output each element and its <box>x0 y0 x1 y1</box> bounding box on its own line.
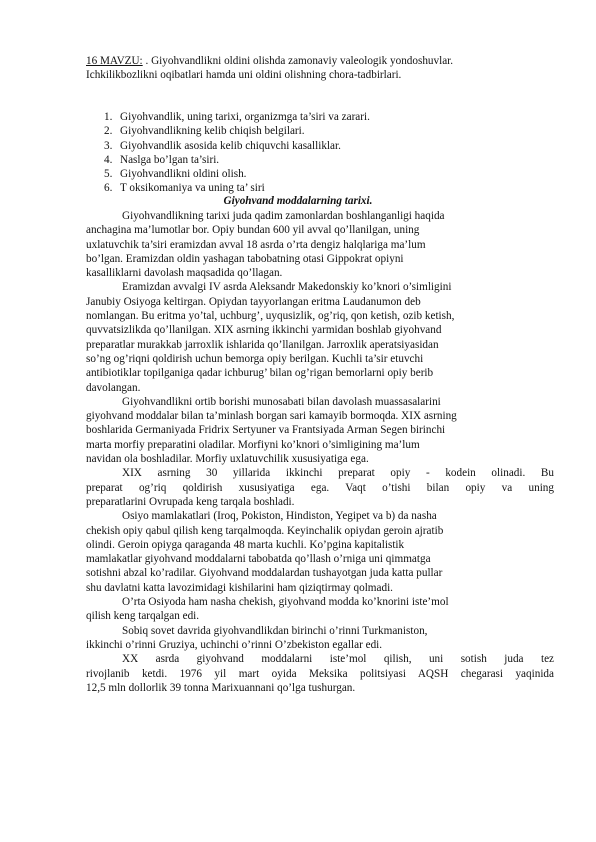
text-line: Giyohvandlikni ortib borishi munosabati bilan davolash muassasalarini <box>122 395 441 408</box>
topic-label: 16 MAVZU: <box>86 55 143 67</box>
list-item-number: 2. <box>104 125 113 138</box>
text-line: navidan ola boshladilar. Morfiy uxlatuvchilik xususiyatiga ega. <box>86 453 369 466</box>
text-line: olindi. Geroin opiyga qaraganda 48 marta kuchli. Ko’pgina kapitalistik <box>86 538 405 551</box>
text-line: ikkinchi o’rinni Gruziya, uchinchi o’rinni O’zbekiston egallar edi. <box>86 638 383 651</box>
text-line: preparatlarini Ovrupada keng tarqala boshladi. <box>86 495 295 508</box>
paragraph <box>86 624 554 653</box>
list-item-text: Giyohvandlikni oldini olish. <box>120 168 247 181</box>
list-item-number: 5. <box>104 168 113 181</box>
list-item-text: Giyohvandlikning kelib chiqish belgilari. <box>120 125 305 138</box>
plan-list-item <box>104 167 370 181</box>
text-line: Giyohvandlikning tarixi juda qadim zamonlardan boshlanganligi haqida <box>122 210 445 222</box>
text-line: chekish opiy qabul qilish keng tarqalmoqda. Keyinchalik opiydan geroin ajratib <box>86 524 444 537</box>
paragraph <box>86 209 554 280</box>
text-line: Sobiq sovet davrida giyohvandlikdan birinchi o’rinni Turkmaniston, <box>122 624 428 637</box>
text-line: nomlangan. Bu eritma yo’tal, uchburg’, uyqusizlik, og’riq, qon ketish, ozib ketish, <box>86 310 455 323</box>
list-item-number: 1. <box>104 111 113 123</box>
text-line: marta morfiy preparatini oladilar. Morfiyni ko’knori o’simligining ma’lum <box>86 438 420 451</box>
list-item-number: 4. <box>104 153 113 166</box>
text-line: uxlatuvchik ta’siri eramizdan avval 18 asrda o’rta dengiz halqlariga ma’lum <box>86 238 426 251</box>
list-item-number: 6. <box>104 182 113 195</box>
text-line: mamlakatlar giyohvand moddalarni tabobatda qo’llash o’rniga uni qimmatga <box>86 553 431 566</box>
list-item-text: T oksikomaniya va uning ta’ siri <box>120 182 265 195</box>
text-line: qilish keng tarqalgan edi. <box>86 610 200 623</box>
text-line: preparatlar murakkab jarroxlik ishlarida qo’llanilgan. Jarroxlik aperatsiyasidan <box>86 338 439 351</box>
text-line: XIX asrning 30 yillarida ikkinchi preparat opiy - kodein olinadi. Bu <box>122 467 554 480</box>
text-line: preparat og’riq qoldirish xususiyatiga ega. Vaqt o’tishi bilan opiy va uning <box>86 481 554 494</box>
text-line: giyohvand moddalar bilan ta’minlash borgan sari kamayib bormoqda. XIX asrning <box>86 410 457 423</box>
list-item-number: 3. <box>104 139 113 152</box>
paragraph <box>86 652 554 695</box>
text-line: bo’lgan. Eramizdan oldin yashagan tabobatning otasi Gippokrat opiyni <box>86 252 404 265</box>
text-line: shu davlatni katta lavozimidagi kishilarini ham qiziqtirmay qolmadi. <box>86 581 393 594</box>
text-line: Osiyo mamlakatlari (Iroq, Pokiston, Hindiston, Yegipet va b) da nasha <box>122 510 437 523</box>
plan-list-item <box>104 153 370 167</box>
body-text <box>86 209 554 695</box>
text-line: boshlarida Germaniyada Fridrix Sertyuner va Frantsiyada Arman Segen birinchi <box>86 424 446 437</box>
paragraph <box>86 509 554 595</box>
text-line: O’rta Osiyoda ham nasha chekish, giyohvand modda ko’knorini iste’mol <box>122 596 449 609</box>
text-line: davolangan. <box>86 381 141 394</box>
text-line: kasalliklarni davolash maqsadida qo’llagan. <box>86 267 283 280</box>
plan-list-item <box>104 139 370 153</box>
text-line: rivojlanib ketdi. 1976 yil mart oyida Meksika politsiyasi AQSH chegarasi yaqinida <box>86 667 554 680</box>
text-line: XX asrda giyohvand moddalarni iste’mol qilish, uni sotish juda tez <box>122 653 554 666</box>
text-line: Janubiy Osiyoga keltirgan. Opiydan tayyorlangan eritma Laudanumon deb <box>86 295 421 308</box>
text-line: quvvatsizlikda qo’llanilgan. XIX asrning ikkinchi yarmidan boshlab giyohvand <box>86 324 442 337</box>
topic-heading <box>86 54 554 83</box>
list-item-text: Giyohvandlik asosida kelib chiquvchi kasalliklar. <box>120 139 341 152</box>
text-line: so’ng og’riqni qoldirish uchun bemorga opiy berilgan. Kuchli ta’sir etuvchi <box>86 352 424 365</box>
text-line: anchagina ma’lumotlar bor. Opiy bundan 600 yil avval qo’llanilgan, uning <box>86 224 420 237</box>
list-item-text: Giyohvandlik, uning tarixi, organizmga ta’siri va zarari. <box>120 111 370 123</box>
topic-subtitle: Ichkilikbozlikni oqibatlari hamda uni oldini olishning chora-tadbirlari. <box>86 69 402 82</box>
list-item-text: Naslga bo’lgan ta’siri. <box>120 153 220 166</box>
paragraph <box>86 395 554 466</box>
paragraph <box>86 595 554 624</box>
text-line: 12,5 mln dollorlik 39 tonna Marixuannani qo’lga tushurgan. <box>86 681 356 694</box>
plan-list <box>104 110 370 196</box>
paragraph <box>86 466 554 509</box>
plan-list-item <box>104 110 370 124</box>
paragraph <box>86 280 554 394</box>
topic-title: . Giyohvandlikni oldini olishda zamonaviy valeologik yondoshuvlar. <box>142 55 454 67</box>
plan-list-item <box>104 124 370 138</box>
text-line: sotishni abzal ko’radilar. Giyohvand moddalardan tushayotgan juda katta pullar <box>86 567 443 580</box>
text-line: antibiotiklar topilganiga qadar ichburug’ bilan og’rigan bemorlarni opiy berib <box>86 367 434 380</box>
section-title: Giyohvand moddalarning tarixi. <box>223 195 373 207</box>
text-line: Eramizdan avvalgi IV asrda Aleksandr Makedonskiy ko’knori o’simligini <box>122 281 452 294</box>
